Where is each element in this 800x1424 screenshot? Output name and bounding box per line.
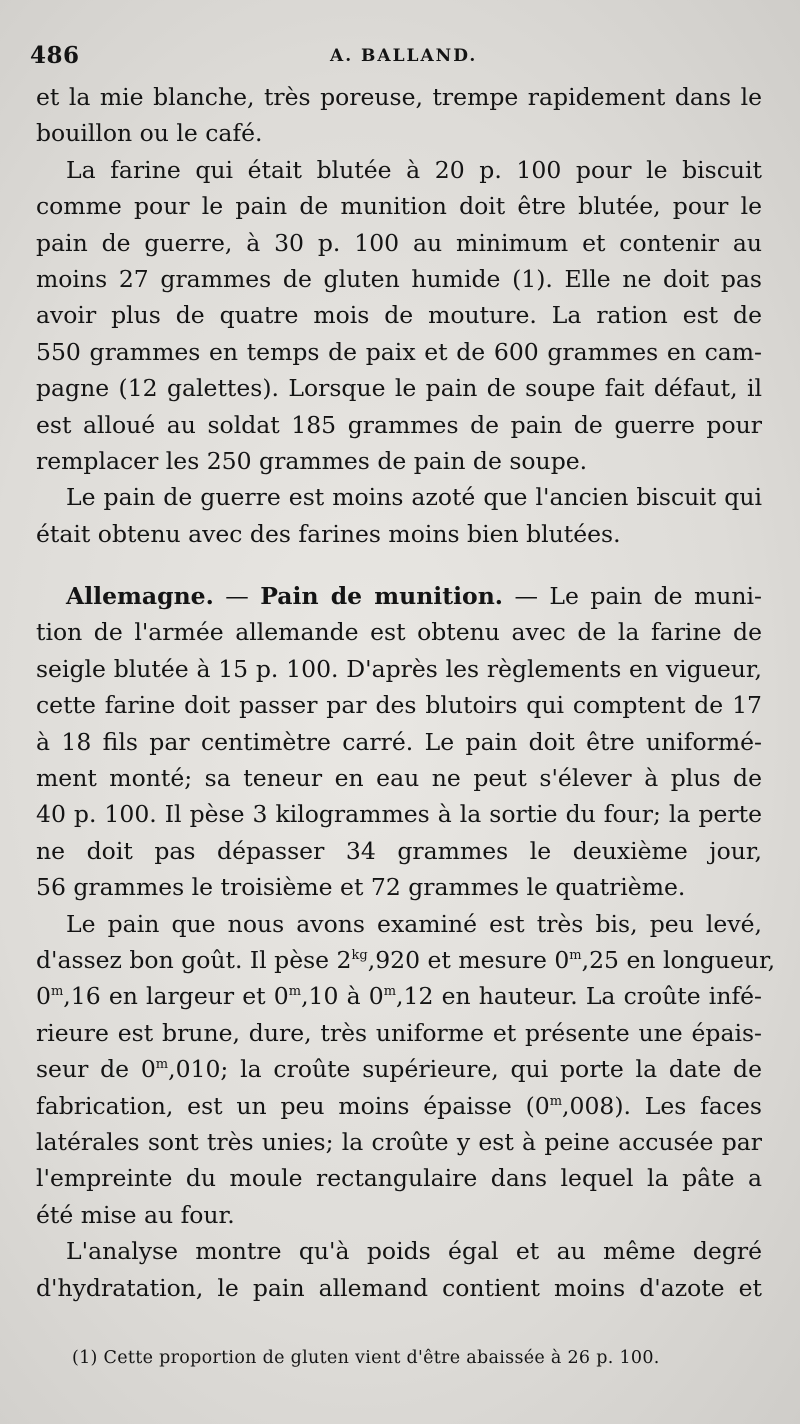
text-line: été mise au four. [36, 1200, 235, 1229]
paragraph-gap [36, 552, 762, 578]
text-line: pagne (12 galettes). Lorsque le pain de soupe fait défaut, il [36, 374, 762, 403]
unit-superscript: kg [351, 948, 368, 964]
page-number: 486 [30, 42, 80, 69]
running-head: A. BALLAND. [330, 46, 478, 66]
section-heading-line [36, 578, 762, 614]
text-line: latérales sont très unies; la croûte y est à peine accusée par [36, 1127, 762, 1156]
text-line: seigle blutée à 15 p. 100. D'après les règlements en vigueur, [36, 654, 762, 683]
text-line: comme pour le pain de munition doit être blutée, pour le [36, 192, 762, 221]
text-line: remplacer les 250 grammes de pain de soupe. [36, 446, 588, 475]
text-line: L'analyse montre qu'à poids égal et au même degré [66, 1237, 762, 1266]
text-line: ment monté; sa teneur en eau ne peut s'élever à plus de [36, 764, 762, 793]
text-line: 40 p. 100. Il pèse 3 kilogrammes à la sortie du four; la perte [36, 800, 762, 829]
text-fragment: ,25 en longueur, [581, 945, 776, 974]
heading-dash: — [213, 582, 261, 611]
text-line: moins 27 grammes de gluten humide (1). Elle ne doit pas [36, 264, 762, 293]
text-line: avoir plus de quatre mois de mouture. La ration est de [36, 301, 762, 330]
heading-subject: Pain de munition. [260, 582, 503, 611]
text-line: rieure est brune, dure, très uniforme et présente une épais- [36, 1018, 762, 1047]
unit-superscript: m [288, 984, 302, 1000]
text-fragment: ,12 en hauteur. La croûte infé- [396, 982, 762, 1011]
text-line [36, 1088, 762, 1124]
text-line: d'hydratation, le pain allemand contient moins d'azote et [36, 1273, 762, 1302]
text-line: cette farine doit passer par des blutoirs qui comptent de 17 [36, 691, 762, 720]
text-line: ne doit pas dépasser 34 grammes le deuxième jour, [36, 836, 762, 865]
footnote: (1) Cette proportion de gluten vient d'être abaissée à 26 p. 100. [72, 1348, 660, 1368]
text-fragment: ,920 et mesure 0 [367, 945, 570, 974]
unit-superscript: m [549, 1093, 563, 1109]
text-fragment: ,10 à 0 [301, 982, 384, 1011]
text-line: 56 grammes le troisième et 72 grammes le quatrième. [36, 873, 686, 902]
text-fragment: 0 [36, 982, 51, 1011]
text-line [36, 1051, 762, 1087]
text-line: Le pain que nous avons examiné est très bis, peu levé, [66, 909, 762, 938]
text-line: pain de guerre, à 30 p. 100 au minimum et contenir au [36, 228, 762, 257]
text-fragment: ,16 en largeur et 0 [63, 982, 289, 1011]
text-fragment: seur de 0 [36, 1055, 156, 1084]
unit-superscript: m [50, 984, 64, 1000]
text-line [36, 978, 762, 1014]
text-line: est alloué au soldat 185 grammes de pain de guerre pour [36, 410, 762, 439]
text-fragment: fabrication, est un peu moins épaisse (0 [36, 1091, 550, 1120]
heading-country: Allemagne. [66, 582, 214, 611]
text-line: Le pain de guerre est moins azoté que l'ancien biscuit qui [66, 483, 762, 512]
text-line: tion de l'armée allemande est obtenu avec de la farine de [36, 618, 762, 647]
unit-superscript: m [569, 948, 582, 964]
text-line: bouillon ou le café. [36, 119, 263, 148]
text-line: était obtenu avec des farines moins bien blutées. [36, 519, 621, 548]
text-line: 550 grammes en temps de paix et de 600 grammes en cam- [36, 337, 762, 366]
heading-continuation: — Le pain de muni- [502, 582, 762, 611]
unit-superscript: m [383, 984, 397, 1000]
text-line [36, 942, 776, 978]
unit-superscript: m [155, 1057, 169, 1073]
body-text [36, 79, 776, 1306]
text-line: à 18 fils par centimètre carré. Le pain doit être uniformé- [36, 727, 762, 756]
text-line: et la mie blanche, très poreuse, trempe rapidement dans le [36, 83, 762, 111]
text-line: l'empreinte du moule rectangulaire dans lequel la pâte a [36, 1164, 762, 1193]
page-header [30, 42, 770, 76]
text-fragment: ,010; la croûte supérieure, qui porte la date de [168, 1055, 762, 1084]
text-line: La farine qui était blutée à 20 p. 100 pour le biscuit [66, 155, 762, 184]
text-fragment: d'assez bon goût. Il pèse 2 [36, 945, 352, 974]
text-fragment: ,008). Les faces [562, 1091, 762, 1120]
